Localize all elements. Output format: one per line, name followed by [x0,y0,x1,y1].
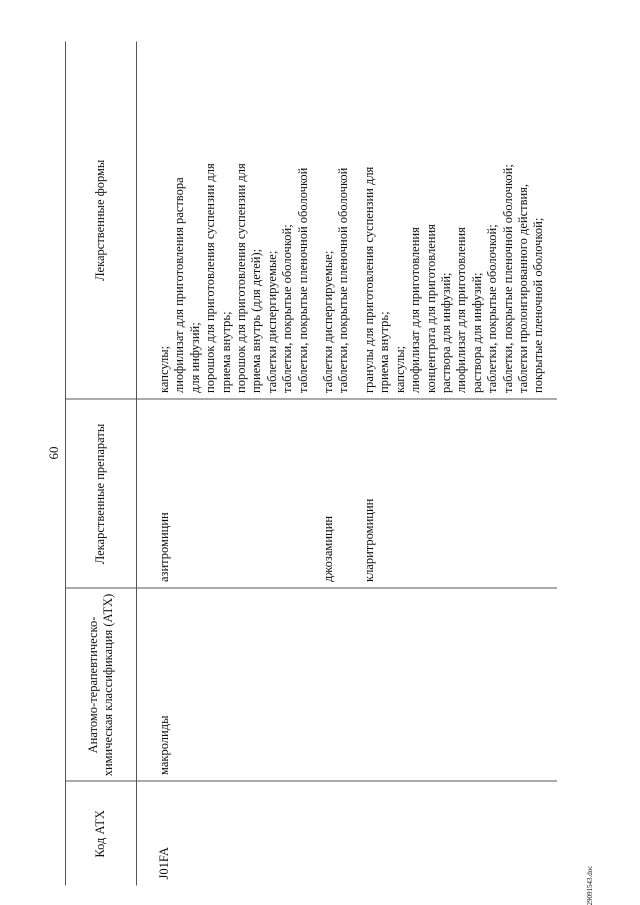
atc-class-cell: макролиды [137,588,322,781]
header-drugs: Лекарственные препараты [66,399,137,588]
file-name-footer: 29091543.doc [586,865,594,905]
table-header-row [66,41,137,885]
header-dosage-forms: Лекарственные формы [66,41,137,399]
drug-cell: кларитромицин [362,399,557,588]
atc-code-cell [321,781,362,885]
dosage-forms-cell: таблетки диспергируемые; таблетки, покрытые пленочной оболочкой [321,41,362,399]
drug-cell: азитромицин [137,399,322,588]
atc-class-cell [362,588,557,781]
atc-table [65,41,557,885]
table-row [362,41,557,885]
atc-class-cell [321,588,362,781]
dosage-forms-cell: капсулы; лиофилизат для приготовления раствора для инфузий; порошок для приготовления суспензии для приема внутрь; порошок для приготовления суспензии для приема внутрь (для детей); таблетки диспергируемые; таблетки, покрытые оболочкой; таблетки, покрытые пленочной оболочкой [137,41,322,399]
drug-cell: джозамицин [321,399,362,588]
table-row [137,41,322,885]
table-row [321,41,362,885]
header-atc-code: Код АТХ [66,781,137,885]
atc-code-cell [362,781,557,885]
dosage-forms-cell: гранулы для приготовления суспензии для приема внутрь; капсулы; лиофилизат для приготовления концентрата для приготовления раствора для инфузий; лиофилизат для приготовления раствора для инфузий; таблетки, покрытые оболочкой; таблетки, покрытые пленочной оболочкой; таблетки пролонгированного действия, покрытые пленочной оболочкой; [362,41,557,399]
atc-code-cell: J01FA [137,781,322,885]
header-atc-classification: Анатомо-терапевтическо-химическая классификация (АТХ) [66,588,137,781]
page-number: 60 [46,446,61,459]
